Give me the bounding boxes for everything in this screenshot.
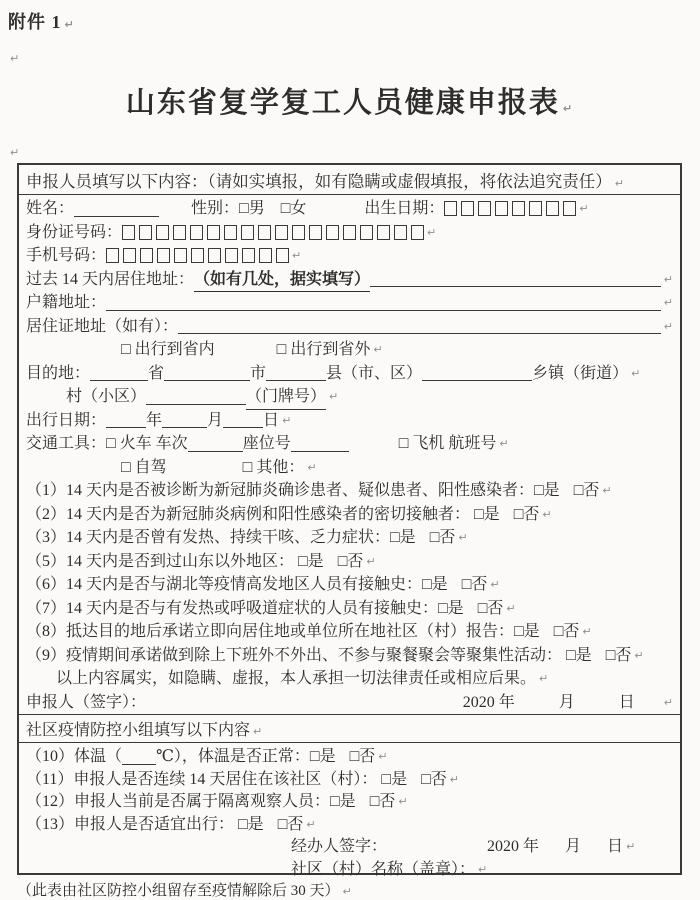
label-text: （13）申报人是否适宜出行： xyxy=(26,815,239,833)
checkbox-option[interactable]: □是 xyxy=(390,529,416,546)
label-text: （8）抵达目的地后承诺立即向居住地或单位所在地社区（村）报告： xyxy=(26,623,515,640)
label-text: 村（小区） xyxy=(66,388,147,405)
blank-field[interactable] xyxy=(122,764,156,765)
label-text: （7）14 天内是否与有发热或呼吸道症状的人员有接触史： xyxy=(26,599,439,617)
form-line xyxy=(26,550,673,574)
retention-footnote xyxy=(17,879,352,900)
section2-body xyxy=(19,743,680,881)
form-line xyxy=(26,362,673,386)
digit-boxes xyxy=(106,248,289,263)
label-text: （9）疫情期间承诺做到除上下班外不外出、不参与聚餐聚会等聚集性活动： xyxy=(26,646,567,664)
form-line xyxy=(26,385,673,409)
checkbox-option[interactable]: □ 火车 车次 xyxy=(106,435,188,452)
digit-box[interactable] xyxy=(461,201,474,216)
pilcrow-mark: ↵ xyxy=(602,484,612,497)
checkbox-option[interactable]: □否 xyxy=(605,646,632,664)
checkbox-option[interactable]: □ 其他： xyxy=(242,458,305,476)
digit-box[interactable] xyxy=(343,225,356,240)
label-text: （3）14 天内是否曾有发热、持续干咳、乏力症状： xyxy=(26,529,391,546)
section1-body xyxy=(19,195,680,714)
blank-field[interactable] xyxy=(223,427,263,428)
blank-field[interactable] xyxy=(370,286,661,287)
digit-box[interactable] xyxy=(174,248,187,263)
pilcrow-mark: ↵ xyxy=(631,366,641,380)
form-line xyxy=(26,268,673,292)
blank-field[interactable] xyxy=(164,380,250,381)
digit-box[interactable] xyxy=(208,248,221,263)
digit-boxes xyxy=(444,201,576,216)
label-text: ℃），体温是否正常： xyxy=(156,748,310,765)
checkbox-option[interactable]: □ 出行到省内 xyxy=(121,341,215,358)
blank-field[interactable] xyxy=(106,310,661,311)
digit-box[interactable] xyxy=(495,201,508,216)
checkbox-option[interactable]: □是 xyxy=(474,505,500,523)
pilcrow-mark: ↵ xyxy=(478,862,488,876)
digit-box[interactable] xyxy=(360,225,373,240)
pilcrow-mark: ↵ xyxy=(499,437,509,450)
label-text: 出行日期： xyxy=(26,411,107,429)
label-text: 月 xyxy=(565,838,582,855)
pilcrow-mark: ↵ xyxy=(506,601,516,615)
section1-header-text: 申报人员填写以下内容：（请如实填报，如有隐瞒或虚假填报，将依法追究责任） ↵ xyxy=(26,172,624,191)
form-line xyxy=(26,315,673,339)
blank-field[interactable] xyxy=(178,333,661,334)
form-title-text: 山东省复学复工人员健康申报表 ↵ xyxy=(125,87,575,119)
label-text: 居住证地址（如有）： xyxy=(26,317,179,335)
pilcrow-mark: ↵ xyxy=(306,817,316,831)
form-line xyxy=(26,291,673,315)
checkbox-option[interactable]: □否 xyxy=(369,793,396,810)
section2-header xyxy=(19,714,680,743)
checkbox-option[interactable]: □男 xyxy=(239,200,265,217)
blank-field[interactable] xyxy=(188,451,243,452)
pilcrow-mark: ↵ xyxy=(282,413,292,427)
blank-field[interactable] xyxy=(422,380,532,381)
label-text: 县（市、区） xyxy=(326,364,423,382)
pilcrow-mark: ↵ xyxy=(342,885,352,898)
label-text: 过去 14 天内居住地址： xyxy=(26,270,195,288)
pilcrow-mark: ↵ xyxy=(427,225,437,239)
label-text: （1）14 天内是否被诊断为新冠肺炎确诊患者、疑似患者、阳性感染者： xyxy=(26,482,535,499)
checkbox-option[interactable]: □是 xyxy=(534,482,560,499)
label-text-bold: （如有几处，据实填写） xyxy=(194,268,370,293)
label-text: 市 xyxy=(250,364,267,382)
pilcrow-mark: ↵ xyxy=(64,18,75,31)
form-line xyxy=(26,338,673,362)
label-text: 日 xyxy=(607,838,624,855)
digit-box[interactable] xyxy=(224,225,237,240)
label-text: 2020 年 xyxy=(487,838,540,855)
digit-boxes xyxy=(122,225,424,240)
digit-box[interactable] xyxy=(173,225,186,240)
form-line xyxy=(26,691,673,715)
checkbox-option[interactable]: □是 xyxy=(298,552,324,570)
pilcrow-mark: ↵ xyxy=(634,648,644,662)
checkbox-option[interactable]: □是 xyxy=(438,599,464,617)
form-line xyxy=(26,221,673,245)
digit-box[interactable] xyxy=(512,201,525,216)
label-text: 乡镇（街道） xyxy=(532,364,629,382)
label-text: 户籍地址： xyxy=(26,294,107,311)
blank-field[interactable] xyxy=(162,427,207,428)
blank-field[interactable] xyxy=(106,427,146,428)
digit-box[interactable] xyxy=(123,248,136,263)
label-text: （6）14 天内是否与湖北等疫情高发地区人员有接触史： xyxy=(26,576,423,593)
checkbox-option[interactable]: □ 飞机 航班号 xyxy=(398,435,497,452)
form-title xyxy=(0,80,700,121)
pilcrow-mark: ↵ xyxy=(10,146,20,159)
attachment-label: 附件 1 ↵ xyxy=(8,12,75,32)
digit-box[interactable] xyxy=(326,225,339,240)
digit-box[interactable] xyxy=(242,248,255,263)
form-line xyxy=(26,197,673,221)
form-line xyxy=(26,456,673,480)
digit-box[interactable] xyxy=(394,225,407,240)
label-text: 月 xyxy=(207,411,224,429)
label-text: 手机号码： xyxy=(26,247,107,264)
pilcrow-mark: ↵ xyxy=(542,507,552,521)
blank-field[interactable] xyxy=(146,404,246,405)
section2-header-text: 社区疫情防控小组填写以下内容 ↵ xyxy=(26,722,263,739)
label-text: 申报人（签字）： xyxy=(26,693,147,711)
label-text: 社区（村）名称（盖章）： xyxy=(291,860,476,878)
form-line xyxy=(26,644,673,668)
pilcrow-mark: ↵ xyxy=(458,531,468,544)
pilcrow-mark: ↵ xyxy=(562,102,575,115)
label-text: （10）体温（ xyxy=(26,748,123,765)
digit-box[interactable] xyxy=(140,248,153,263)
checkbox-option[interactable]: □女 xyxy=(280,200,307,217)
checkbox-option[interactable]: □是 xyxy=(566,646,592,664)
form-line xyxy=(26,814,673,837)
pilcrow-mark: ↵ xyxy=(253,725,263,738)
digit-box[interactable] xyxy=(377,225,390,240)
form-line xyxy=(26,769,673,792)
pilcrow-mark: ↵ xyxy=(329,390,339,403)
digit-box[interactable] xyxy=(156,225,169,240)
pilcrow-mark: ↵ xyxy=(292,249,302,262)
checkbox-option[interactable]: □否 xyxy=(277,815,304,833)
checkbox-option[interactable]: □是 xyxy=(381,770,408,788)
form-line xyxy=(26,620,673,644)
form-line xyxy=(26,432,673,456)
label-text: （5）14 天内是否到过山东以外地区： xyxy=(26,552,299,570)
checkbox-option[interactable]: □是 xyxy=(514,623,540,640)
pilcrow-mark: ↵ xyxy=(663,695,673,709)
pilcrow-mark: ↵ xyxy=(490,578,500,591)
label-text: 省 xyxy=(148,364,165,382)
blank-field[interactable] xyxy=(291,451,349,452)
digit-box[interactable] xyxy=(563,201,576,216)
digit-box[interactable] xyxy=(106,248,119,263)
digit-box[interactable] xyxy=(191,248,204,263)
checkbox-option[interactable]: □ 自驾 xyxy=(121,458,167,476)
form-line xyxy=(26,244,673,268)
checkbox-option[interactable]: □否 xyxy=(429,529,456,546)
label-text: （11）申报人是否连续 14 天居住在该社区（村）： xyxy=(26,770,382,788)
declaration-form-table xyxy=(17,163,682,878)
pilcrow-mark: ↵ xyxy=(582,625,592,638)
digit-box[interactable] xyxy=(276,248,289,263)
pilcrow-mark: ↵ xyxy=(579,202,589,215)
checkbox-option[interactable]: □是 xyxy=(330,793,356,810)
form-line xyxy=(26,597,673,621)
blank-field[interactable] xyxy=(90,380,148,381)
digit-box[interactable] xyxy=(139,225,152,240)
form-line xyxy=(26,791,673,814)
pilcrow-mark: ↵ xyxy=(663,319,673,333)
label-text: 日 xyxy=(263,411,280,429)
checkbox-option[interactable]: □否 xyxy=(513,505,540,523)
checkbox-option[interactable]: □否 xyxy=(553,623,580,640)
label-text: 交通工具： xyxy=(26,435,107,452)
label-text: 2020 年 xyxy=(462,693,515,711)
label-text-underlined: （门牌号） xyxy=(246,385,326,410)
form-line xyxy=(26,479,673,503)
label-text: 姓名： xyxy=(26,200,75,217)
label-text: 目的地： xyxy=(26,364,91,382)
digit-box[interactable] xyxy=(259,248,272,263)
digit-box[interactable] xyxy=(207,225,220,240)
checkbox-option[interactable]: □是 xyxy=(238,815,264,833)
checkbox-option[interactable]: □否 xyxy=(349,748,376,765)
digit-box[interactable] xyxy=(309,225,322,240)
pilcrow-mark: ↵ xyxy=(10,52,20,65)
digit-box[interactable] xyxy=(478,201,491,216)
digit-box[interactable] xyxy=(225,248,238,263)
digit-box[interactable] xyxy=(546,201,559,216)
checkbox-option[interactable]: □否 xyxy=(477,599,504,617)
label-text: 座位号 xyxy=(242,435,291,452)
form-line xyxy=(26,746,673,769)
form-line xyxy=(26,859,673,882)
pilcrow-mark: ↵ xyxy=(307,460,317,474)
section1-header xyxy=(19,165,680,195)
checkbox-option[interactable]: □是 xyxy=(422,576,448,593)
checkbox-option[interactable]: □否 xyxy=(461,576,488,593)
retention-footnote-text: （此表由社区防控小组留存至疫情解除后 30 天） ↵ xyxy=(17,883,352,899)
digit-box[interactable] xyxy=(157,248,170,263)
pilcrow-mark: ↵ xyxy=(398,795,408,808)
checkbox-option[interactable]: □否 xyxy=(337,552,364,570)
checkbox-option[interactable]: □否 xyxy=(573,482,600,499)
form-line xyxy=(26,409,673,433)
digit-box[interactable] xyxy=(292,225,305,240)
pilcrow-mark: ↵ xyxy=(366,554,376,568)
label-text: 经办人签字： xyxy=(291,838,388,855)
label-text: （2）14 天内是否为新冠肺炎病例和阳性感染者的密切接触者： xyxy=(26,505,475,523)
label-text: 月 xyxy=(558,693,575,711)
blank-field[interactable] xyxy=(74,216,159,217)
form-line xyxy=(26,573,673,597)
form-line xyxy=(26,526,673,550)
form-line xyxy=(26,503,673,527)
checkbox-option[interactable]: □是 xyxy=(309,748,336,765)
digit-box[interactable] xyxy=(122,225,135,240)
label-text: 以上内容属实，如隐瞒、虚报，本人承担一切法律责任或相应后果。 xyxy=(56,670,537,687)
pilcrow-mark: ↵ xyxy=(663,272,673,286)
checkbox-option[interactable]: □ 出行到省外 xyxy=(276,341,371,358)
label-text: （12）申报人当前是否属于隔离观察人员： xyxy=(26,793,331,810)
pilcrow-mark: ↵ xyxy=(373,343,383,356)
digit-box[interactable] xyxy=(529,201,542,216)
digit-box[interactable] xyxy=(190,225,203,240)
digit-box[interactable] xyxy=(258,225,271,240)
form-line xyxy=(26,667,673,691)
checkbox-option[interactable]: □否 xyxy=(421,770,447,788)
digit-box[interactable] xyxy=(275,225,288,240)
blank-field[interactable] xyxy=(266,380,326,381)
pilcrow-mark: ↵ xyxy=(626,840,636,853)
label-text: 性别： xyxy=(191,200,240,217)
digit-box[interactable] xyxy=(241,225,254,240)
pilcrow-mark: ↵ xyxy=(378,750,388,763)
form-line xyxy=(26,836,673,859)
digit-box[interactable] xyxy=(411,225,424,240)
label-text: 年 xyxy=(146,411,163,429)
pilcrow-mark: ↵ xyxy=(539,672,549,685)
label-text: 日 xyxy=(618,693,635,711)
digit-box[interactable] xyxy=(444,201,457,216)
pilcrow-mark: ↵ xyxy=(614,177,624,190)
pilcrow-mark: ↵ xyxy=(449,772,459,786)
pilcrow-mark: ↵ xyxy=(663,296,673,309)
label-text: 出生日期： xyxy=(364,200,445,217)
label-text: 身份证号码： xyxy=(26,223,123,241)
